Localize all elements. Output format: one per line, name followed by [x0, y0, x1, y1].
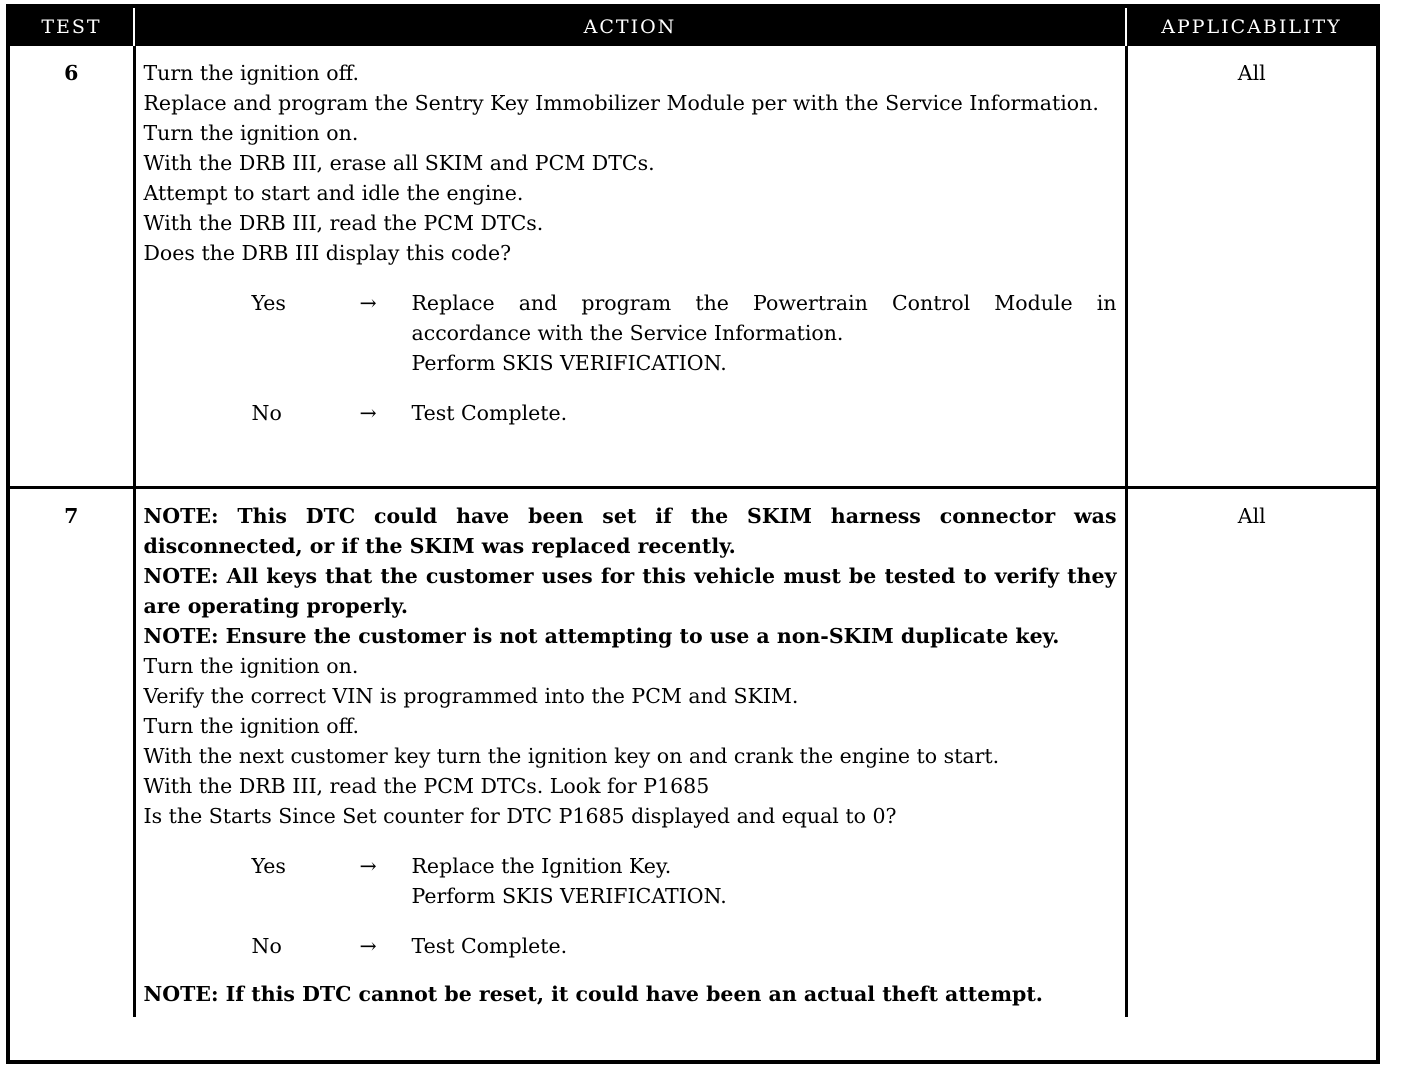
action-question: Does the DRB III display this code?: [143, 241, 512, 265]
action-step: Turn the ignition off.: [143, 61, 359, 85]
action-step: Turn the ignition on.: [143, 121, 359, 145]
yes-result-line: Replace the Ignition Key.: [411, 854, 672, 878]
yes-result: [412, 288, 1117, 378]
note-text: NOTE: Ensure the customer is not attempting to use a non-SKIM duplicate key.: [143, 624, 1060, 648]
arrow-right-icon: →: [359, 854, 377, 878]
header-action: ACTION: [134, 8, 1126, 46]
no-result: [412, 398, 1117, 428]
table-row: [10, 46, 1376, 488]
no-label: No: [251, 401, 282, 425]
arrow-right-icon: →: [359, 401, 377, 425]
no-result: [412, 931, 1117, 961]
no-result-line: Test Complete.: [411, 401, 568, 425]
action-step: Replace and program the Sentry Key Immobilizer Module per with the Service Information.: [143, 91, 1099, 115]
yes-branch: [144, 851, 1117, 911]
applicability-cell: All: [1126, 488, 1376, 1018]
arrow-right-icon: →: [359, 934, 377, 958]
table-header-row: [10, 8, 1376, 46]
yes-result-line: Perform SKIS VERIFICATION.: [411, 351, 727, 375]
action-step: Turn the ignition off.: [143, 714, 359, 738]
yes-branch: [144, 288, 1117, 378]
action-step: Verify the correct VIN is programmed into the PCM and SKIM.: [143, 684, 799, 708]
yes-result-line: Replace and program the Powertrain Control Module in accordance with the Service Information.: [411, 291, 1117, 345]
no-result-line: Test Complete.: [411, 934, 568, 958]
yes-label: Yes: [251, 291, 286, 315]
action-cell: [134, 46, 1126, 488]
table-row: [10, 488, 1376, 1018]
action-step: With the DRB III, read the PCM DTCs.: [143, 211, 544, 235]
diagnostic-table-sheet: [6, 4, 1380, 1064]
action-step: Attempt to start and idle the engine.: [143, 181, 524, 205]
action-step: With the next customer key turn the ignition key on and crank the engine to start.: [143, 744, 1000, 768]
diagnostic-table: [10, 8, 1376, 1017]
action-step: With the DRB III, read the PCM DTCs. Look for P1685: [143, 774, 710, 798]
note-text: NOTE: All keys that the customer uses for this vehicle must be tested to verify they are operating properly.: [143, 564, 1117, 618]
header-test: TEST: [10, 8, 134, 46]
final-note: NOTE: If this DTC cannot be reset, it could have been an actual theft attempt.: [143, 982, 1043, 1006]
test-number: 7: [10, 488, 134, 1018]
no-branch: [144, 931, 1117, 961]
header-applicability: APPLICABILITY: [1126, 8, 1376, 46]
yes-result-line: Perform SKIS VERIFICATION.: [411, 884, 727, 908]
no-label: No: [251, 934, 282, 958]
action-step: With the DRB III, erase all SKIM and PCM DTCs.: [143, 151, 655, 175]
action-cell: [134, 488, 1126, 1018]
applicability-cell: All: [1237, 61, 1266, 85]
action-step: Turn the ignition on.: [143, 654, 359, 678]
yes-result: [412, 851, 1117, 911]
no-branch: [144, 398, 1117, 428]
note-text: NOTE: This DTC could have been set if the SKIM harness connector was disconnected, or if the SKIM was replaced recently.: [143, 504, 1117, 558]
yes-label: Yes: [251, 854, 286, 878]
arrow-right-icon: →: [359, 291, 377, 315]
test-number: 6: [10, 46, 134, 488]
action-question: Is the Starts Since Set counter for DTC P1685 displayed and equal to 0?: [143, 804, 897, 828]
